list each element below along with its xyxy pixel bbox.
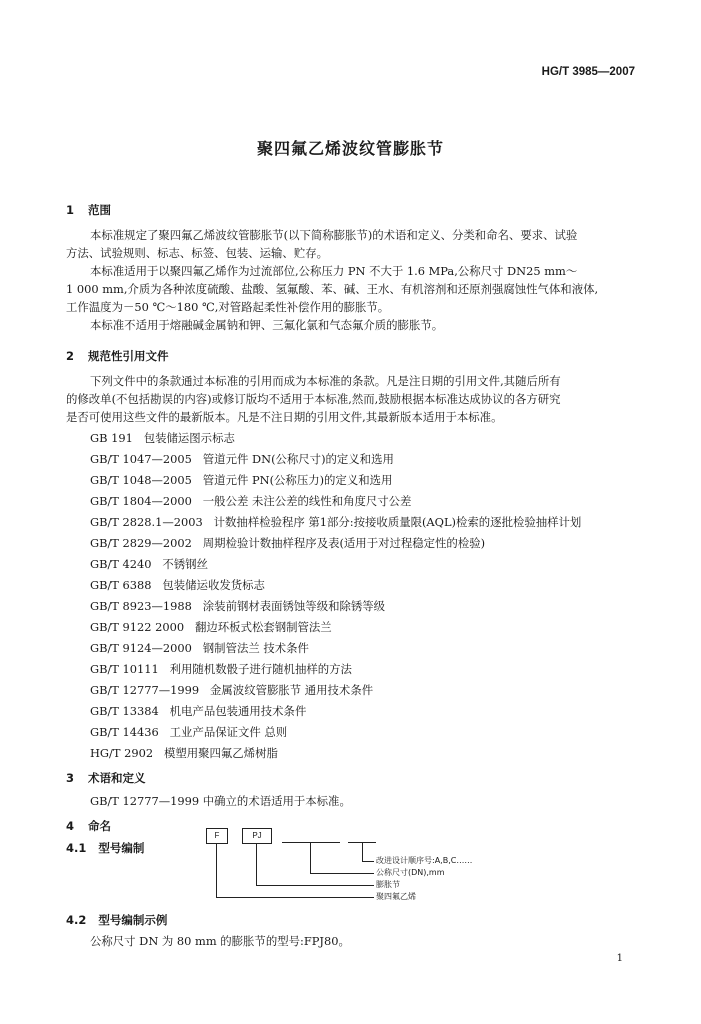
reference-code: GB/T 1048—2005 (90, 473, 192, 487)
reference-item (90, 535, 485, 551)
paragraph-line: 的修改单(不包括勘误的内容)或修订版均不适用于本标准,然而,鼓励根据本标准达成协议的各方研究 (66, 392, 561, 406)
reference-title: 工业产品保证文件 总则 (169, 725, 288, 739)
reference-title: 包装储运图示标志 (143, 431, 235, 445)
paragraph-line: 1 000 mm,介质为各种浓度硫酸、盐酸、氢氟酸、苯、碱、王水、有机溶剂和还原剂强腐蚀性气体和液体, (66, 282, 599, 296)
reference-code: GB/T 9122 2000 (90, 620, 185, 634)
reference-item (90, 619, 332, 635)
reference-title: 包装储运收发货标志 (162, 578, 265, 592)
leader-line (362, 843, 363, 861)
code-box-pj: PJ (242, 828, 272, 844)
leader-line (310, 873, 374, 874)
reference-code: GB/T 8923—1988 (90, 599, 192, 613)
subsection-number: 4.2 (66, 913, 87, 927)
code-blank-revision (348, 828, 376, 843)
section-number: 3 (66, 771, 75, 785)
diagram-label-expansion-joint: 膨胀节 (376, 880, 400, 889)
code-blank-dn (282, 828, 340, 843)
page-number: 1 (616, 953, 623, 964)
reference-code: GB/T 4240 (90, 557, 152, 571)
diagram-label-dn: 公称尺寸(DN),mm (376, 868, 445, 877)
leader-line (216, 843, 217, 897)
leader-line (310, 843, 311, 873)
subsection-title: 型号编制示例 (98, 913, 168, 927)
reference-title: 模塑用聚四氟乙烯树脂 (163, 746, 278, 760)
reference-code: GB/T 2828.1—2003 (90, 515, 203, 529)
reference-code: GB/T 14436 (90, 725, 159, 739)
reference-item (90, 598, 385, 614)
reference-item (90, 703, 306, 719)
section-2-heading (66, 348, 169, 364)
reference-code: GB/T 13384 (90, 704, 159, 718)
section-title: 命名 (88, 819, 111, 833)
section-title: 术语和定义 (88, 771, 146, 785)
reference-item (90, 556, 208, 572)
subsection-4-1-heading (66, 840, 144, 856)
paragraph-line: 方法、试验规则、标志、标签、包装、运输、贮存。 (66, 246, 328, 260)
reference-code: GB/T 9124—2000 (90, 641, 192, 655)
paragraph-line: 工作温度为－50 ℃～180 ℃,对管路起柔性补偿作用的膨胀节。 (66, 300, 390, 314)
example-line: 公称尺寸 DN 为 80 mm 的膨胀节的型号:FPJ80。 (90, 934, 350, 948)
reference-code: GB/T 2829—2002 (90, 536, 192, 550)
diagram-label-ptfe: 聚四氟乙烯 (376, 892, 416, 901)
reference-code: GB 191 (90, 431, 133, 445)
reference-item (90, 577, 265, 593)
leader-line (256, 885, 374, 886)
section-number: 1 (66, 203, 75, 217)
reference-item (90, 640, 309, 656)
leader-line (256, 843, 257, 885)
reference-code: HG/T 2902 (90, 746, 154, 760)
paragraph-line: GB/T 12777—1999 中确立的术语适用于本标准。 (90, 794, 351, 808)
reference-item (90, 430, 235, 446)
section-3-heading (66, 770, 146, 786)
section-number: 4 (66, 819, 75, 833)
diagram-label-revision: 改进设计顺序号:A,B,C…… (376, 856, 473, 865)
section-1-heading (66, 202, 111, 218)
code-box-f: F (206, 828, 228, 844)
section-4-heading (66, 818, 111, 834)
section-number: 2 (66, 349, 75, 363)
reference-title: 翻边环板式松套钢制管法兰 (195, 620, 332, 634)
reference-item (90, 472, 392, 488)
reference-code: GB/T 12777—1999 (90, 683, 200, 697)
reference-item (90, 493, 411, 509)
paragraph-line: 是否可使用这些文件的最新版本。凡是不注日期的引用文件,其最新版本适用于本标准。 (66, 410, 503, 424)
document-title: 聚四氟乙烯波纹管膨胀节 (256, 139, 444, 158)
reference-title: 周期检验计数抽样程序及表(适用于对过程稳定性的检验) (202, 536, 486, 550)
subsection-title: 型号编制 (98, 841, 145, 855)
reference-item (90, 745, 278, 761)
paragraph-line: 本标准适用于以聚四氟乙烯作为过流部位,公称压力 PN 不大于 1.6 MPa,公称尺寸 DN25 mm～ (90, 264, 578, 278)
standard-code: HG/T 3985—2007 (541, 66, 635, 78)
section-title: 范围 (88, 203, 111, 217)
paragraph-line: 本标准规定了聚四氟乙烯波纹管膨胀节(以下简称膨胀节)的术语和定义、分类和命名、要求、试验 (90, 228, 578, 242)
leader-line (362, 861, 374, 862)
reference-item (90, 514, 581, 530)
reference-item (90, 724, 287, 740)
reference-title: 管道元件 PN(公称压力)的定义和选用 (202, 473, 393, 487)
reference-code: GB/T 10111 (90, 662, 159, 676)
reference-title: 利用随机数骰子进行随机抽样的方法 (169, 662, 352, 676)
leader-line (216, 897, 374, 898)
subsection-4-2-heading (66, 912, 167, 928)
paragraph-line: 下列文件中的条款通过本标准的引用而成为本标准的条款。凡是注日期的引用文件,其随后所有 (90, 374, 561, 388)
reference-title: 一般公差 未注公差的线性和角度尺寸公差 (202, 494, 412, 508)
reference-code: GB/T 1804—2000 (90, 494, 192, 508)
reference-item (90, 451, 394, 467)
reference-title: 钢制管法兰 技术条件 (202, 641, 309, 655)
paragraph-line: 本标准不适用于熔融碱金属钠和钾、三氟化氯和气态氟介质的膨胀节。 (90, 318, 444, 332)
reference-title: 机电产品包装通用技术条件 (169, 704, 307, 718)
reference-item (90, 682, 373, 698)
subsection-number: 4.1 (66, 841, 87, 855)
reference-title: 计数抽样检验程序 第1部分:按接收质量限(AQL)检索的逐批检验抽样计划 (213, 515, 582, 529)
reference-title: 涂装前钢材表面锈蚀等级和除锈等级 (202, 599, 386, 613)
reference-code: GB/T 1047—2005 (90, 452, 192, 466)
reference-title: 金属波纹管膨胀节 通用技术条件 (210, 683, 374, 697)
reference-item (90, 661, 352, 677)
reference-title: 管道元件 DN(公称尺寸)的定义和选用 (202, 452, 394, 466)
model-designation-diagram (200, 822, 530, 912)
section-title: 规范性引用文件 (88, 349, 169, 363)
reference-title: 不锈钢丝 (162, 557, 208, 571)
reference-code: GB/T 6388 (90, 578, 152, 592)
